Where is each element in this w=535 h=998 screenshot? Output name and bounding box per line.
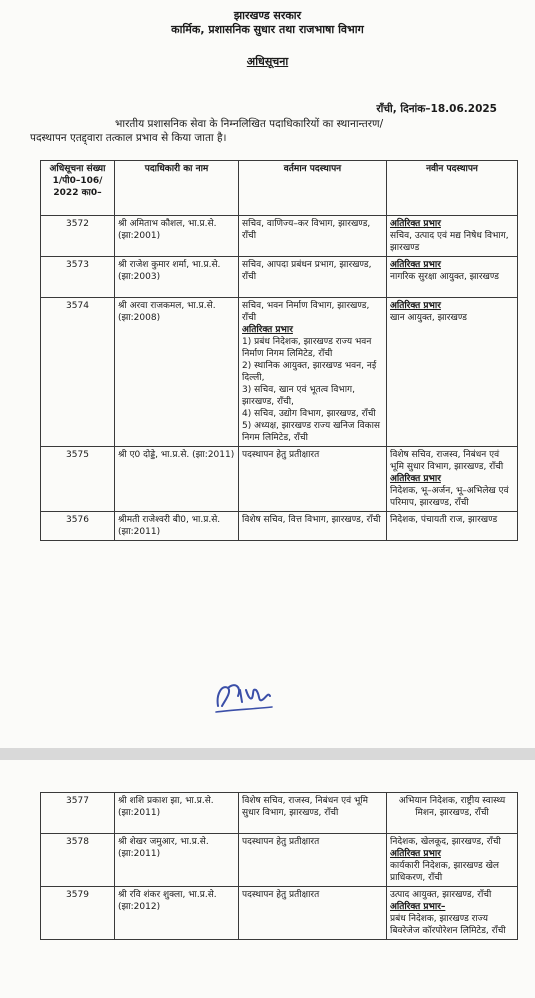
current-posting: पदस्थापन हेतु प्रतीक्षारत [239, 887, 387, 940]
current-posting-text: सचिव, भवन निर्माण विभाग, झारखण्ड, राँची [242, 301, 370, 323]
intro-line-2: पदस्थापन एतद्द्वारा तत्काल प्रभाव से किया जाता है। [30, 132, 227, 144]
notification-number: 3577 [41, 793, 115, 834]
notification-title: अधिसूचना [246, 55, 289, 68]
new-posting [387, 887, 518, 940]
additional-charge-item: 4) सचिव, उद्योग विभाग, झारखण्ड, राँची [242, 409, 376, 419]
table-header-row [41, 161, 518, 216]
table-row [41, 834, 518, 887]
additional-charge-item: 3) सचिव, खान एवं भूतत्व विभाग, झारखण्ड, राँची, [242, 385, 355, 407]
department-heading: कार्मिक, प्रशासनिक सुधार तथा राजभाषा विभाग [171, 23, 364, 36]
current-posting [239, 298, 387, 447]
new-posting [387, 216, 518, 257]
additional-charge-label: अतिरिक्त प्रभार [390, 849, 441, 859]
signature-scribble [212, 676, 276, 716]
signature [212, 676, 276, 720]
current-posting: सचिव, आपदा प्रबंधन प्रभाग, झारखण्ड, राँची [239, 257, 387, 298]
additional-charge-text: खान आयुक्त, झारखण्ड [390, 313, 467, 323]
additional-charge-label: अतिरिक्त प्रभार [242, 325, 293, 335]
current-posting: विशेष सचिव, वित्त विभाग, झारखण्ड, राँची [239, 512, 387, 541]
notification-number: 3574 [41, 298, 115, 447]
current-posting: पदस्थापन हेतु प्रतीक्षारत [239, 834, 387, 887]
new-posting [387, 834, 518, 887]
officer-name: श्रीमती राजेश्वरी बी0, भा.प्र.से. (झा:2011) [115, 512, 239, 541]
additional-charge-label: अतिरिक्त प्रभार– [390, 902, 446, 912]
officer-name: श्री ए0 दोड्डे, भा.प्र.से. (झा:2011) [115, 447, 239, 512]
notification-number: 3578 [41, 834, 115, 887]
additional-charge-item: 1) प्रबंध निदेशक, झारखण्ड राज्य भवन निर्माण निगम लिमिटेड, राँची [242, 337, 372, 359]
current-posting: विशेष सचिव, राजस्व, निबंधन एवं भूमि सुधार विभाग, झारखण्ड, राँची [239, 793, 387, 834]
place-date: राँची, दिनांक–18.06.2025 [376, 103, 497, 115]
current-posting: पदस्थापन हेतु प्रतीक्षारत [239, 447, 387, 512]
additional-charge-label: अतिरिक्त प्रभार [390, 219, 441, 229]
table-row [41, 887, 518, 940]
officer-name: श्री शशि प्रकाश झा, भा.प्र.से. (झा:2011) [115, 793, 239, 834]
notification-number: 3573 [41, 257, 115, 298]
notification-number: 3575 [41, 447, 115, 512]
new-posting: अभियान निदेशक, राष्ट्रीय स्वास्थ्य मिशन, झारखण्ड, राँची [387, 793, 518, 834]
government-heading: झारखण्ड सरकार [233, 9, 302, 22]
new-posting: निदेशक, पंचायती राज, झारखण्ड [387, 512, 518, 541]
column-header-current-posting: वर्तमान पदस्थापन [239, 161, 387, 216]
officer-name: श्री अरवा राजकमल, भा.प्र.से. (झा:2008) [115, 298, 239, 447]
table-row [41, 216, 518, 257]
notification-number: 3579 [41, 887, 115, 940]
column-header-new-posting: नवीन पदस्थापन [387, 161, 518, 216]
intro-line-1: भारतीय प्रशासनिक सेवा के निम्नलिखित पदाधिकारियों का स्थानान्तरण/ [115, 118, 384, 130]
table-row [41, 298, 518, 447]
additional-charge-item: 5) अध्यक्ष, झारखण्ड राज्य खनिज विकास निगम लिमिटेड, राँची [242, 421, 381, 443]
new-posting [387, 447, 518, 512]
new-posting-text: उत्पाद आयुक्त, झारखण्ड, राँची [390, 890, 492, 900]
additional-charge-text: कार्यकारी निदेशक, झारखण्ड खेल प्राधिकरण, राँची [390, 861, 500, 883]
column-header-notification-no: अधिसूचना संख्या 1/पी0–106/ 2022 का0– [41, 161, 115, 216]
transfer-table [40, 160, 518, 541]
new-posting-text: विशेष सचिव, राजस्व, निबंधन एवं भूमि सुधार विभाग, झारखण्ड, राँची [390, 450, 504, 472]
table-row [41, 257, 518, 298]
document-page-2 [0, 760, 535, 998]
new-posting [387, 298, 518, 447]
additional-charge-text: प्रबंध निदेशक, झारखण्ड राज्य बिवरेजेज कॉरपोरेशन लिमिटेड, राँची [390, 914, 506, 936]
table-row [41, 447, 518, 512]
additional-charge-label: अतिरिक्त प्रभार [390, 474, 441, 484]
transfer-table-continued [40, 792, 518, 940]
additional-charge-item: 2) स्थानिक आयुक्त, झारखण्ड भवन, नई दिल्ली, [242, 361, 377, 383]
current-posting: सचिव, वाणिज्य–कर विभाग, झारखण्ड, राँची [239, 216, 387, 257]
additional-charge-text: सचिव, उत्पाद एवं मद्य निषेध विभाग, झारखण्ड [390, 231, 509, 253]
officer-name: श्री अमिताभ कौशल, भा.प्र.से. (झा:2001) [115, 216, 239, 257]
table-row [41, 793, 518, 834]
additional-charge-label: अतिरिक्त प्रभार [390, 301, 441, 311]
additional-charge-text: नागरिक सुरक्षा आयुक्त, झारखण्ड [390, 272, 499, 282]
additional-charge-text: निदेशक, भू–अर्जन, भू–अभिलेख एवं परिमाप, झारखण्ड, राँची [390, 486, 509, 508]
new-posting [387, 257, 518, 298]
notification-number: 3576 [41, 512, 115, 541]
notification-number: 3572 [41, 216, 115, 257]
column-header-officer-name: पदाधिकारी का नाम [115, 161, 239, 216]
officer-name: श्री रवि शंकर शुक्ला, भा.प्र.से. (झा:2012) [115, 887, 239, 940]
new-posting-text: निदेशक, खेलकूद, झारखण्ड, राँची [390, 837, 501, 847]
officer-name: श्री शेखर जमुआर, भा.प्र.से. (झा:2011) [115, 834, 239, 887]
officer-name: श्री राजेश कुमार शर्मा, भा.प्र.से. (झा:2003) [115, 257, 239, 298]
table-row [41, 512, 518, 541]
additional-charge-label: अतिरिक्त प्रभार [390, 260, 441, 270]
